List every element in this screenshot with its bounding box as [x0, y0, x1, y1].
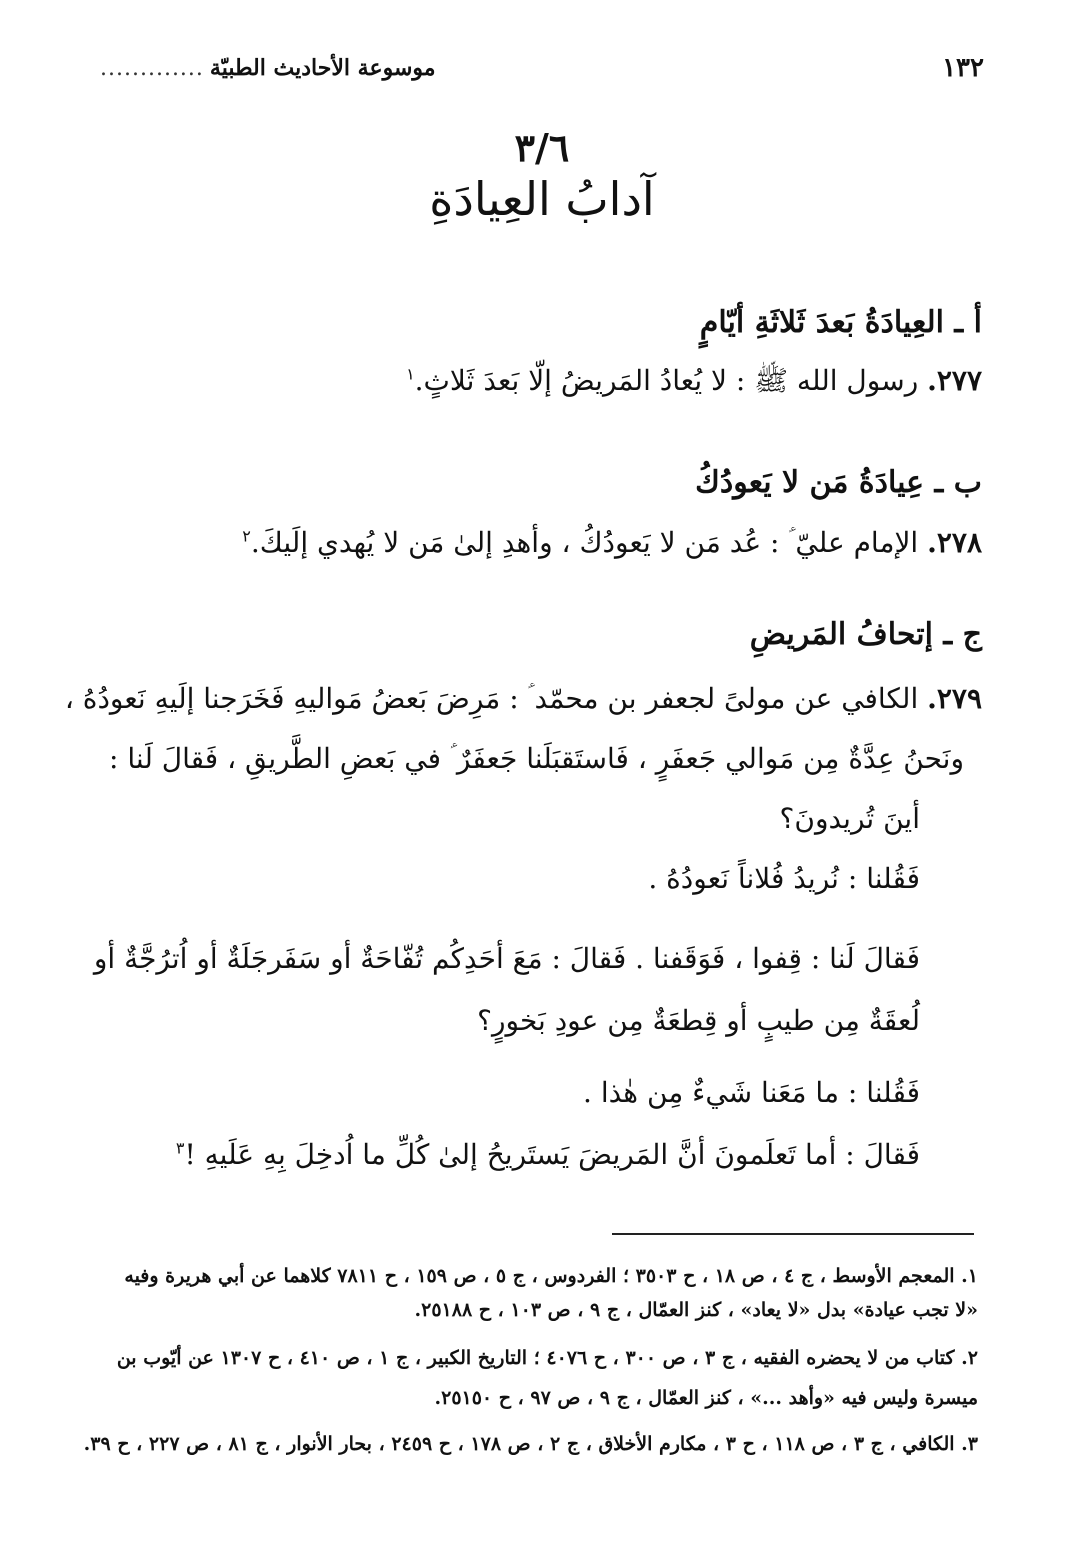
- hadith-279-line-1: [64, 678, 982, 720]
- hadith-text: رسول الله ﷺ : لا يُعادُ المَريضُ إلّا بَعدَ ثَلاثٍ.: [414, 364, 919, 397]
- footnote-3: ٣. الكافي ، ج ٣ ، ص ١١٨ ، ح ٣ ، مكارم الأخلاق ، ج ٢ ، ص ١٧٨ ، ح ٢٤٥٩ ، بحار الأنوار ، ج ٨١ ، ص ٢٢٧ ، ح ٣٩.: [83, 1433, 978, 1455]
- hadith-number: ٢٧٩.: [927, 682, 982, 715]
- hadith-279-line-6: لُعقَةٌ مِن طيبٍ أو قِطعَةٌ مِن عودِ بَخورٍ؟: [477, 1004, 920, 1037]
- hadith-279-line-4: فَقُلنا : نُريدُ فُلاناً نَعودُهُ .: [648, 862, 920, 895]
- hadith-text: فَقالَ : أما تَعلَمونَ أنَّ المَريضَ يَستَريحُ إلىٰ كُلِّ ما اُدخِلَ بِهِ عَلَيهِ !: [184, 1138, 920, 1171]
- section-c-heading: ج ـ إتحافُ المَريضِ: [749, 617, 982, 652]
- footnote-1-line-1: ١. المعجم الأوسط ، ج ٤ ، ص ١٨ ، ح ٣٥٠٣ ؛ الفردوس ، ج ٥ ، ص ١٥٩ ، ح ٧٨١١ كلاهما عن أبي هريرة وفيه: [124, 1265, 978, 1287]
- hadith-278: [95, 522, 982, 564]
- section-b-heading: ب ـ عِيادَةُ مَن لا يَعودُكُ: [695, 465, 982, 500]
- hadith-279-line-5: فَقالَ لَنا : قِفوا ، فَوَقَفنا . فَقالَ : مَعَ أحَدِكُم تُفّاحَةٌ أو سَفَرجَلَةٌ أو اُترُجَّةٌ أو: [93, 942, 920, 975]
- hadith-279-line-3: أينَ تُريدونَ؟: [779, 802, 920, 835]
- hadith-text: الإمام عليّ ؑ : عُد مَن لا يَعودُكُ ، وأهدِ إلىٰ مَن لا يُهدي إلَيكَ.: [250, 526, 919, 559]
- footnote-2-line-2: ميسرة وليس فيه «وأهد ...» ، كنز العمّال ، ج ٩ ، ص ٩٧ ، ح ٢٥١٥٠.: [434, 1387, 978, 1409]
- hadith-number: ٢٧٧.: [927, 364, 982, 397]
- hadith-279-line-7: فَقُلنا : ما مَعَنا شَيءٌ مِن هٰذا .: [583, 1076, 920, 1109]
- hadith-279-line-8: [95, 1134, 982, 1176]
- footnote-separator: [612, 1233, 974, 1235]
- hadith-text: الكافي عن مولىً لجعفر بن محمّد ؑ : مَرِضَ بَعضُ مَواليهِ فَخَرَجنا إلَيهِ نَعودُهُ ،: [64, 682, 919, 715]
- footnote-marker: ٢: [242, 526, 251, 546]
- chapter-number: ٣/٦: [514, 125, 570, 170]
- hadith-279-line-2: ونَحنُ عِدَّةٌ مِن مَوالي جَعفَرٍ ، فَاستَقبَلَنا جَعفَرٌ ؑ في بَعضِ الطَّريقِ ، فَقالَ لَنا :: [109, 742, 964, 775]
- footnote-marker: ٣: [175, 1138, 185, 1158]
- hadith-number: ٢٧٨.: [927, 526, 982, 559]
- chapter-title: آدابُ العِيادَةِ: [429, 172, 655, 226]
- footnote-1-line-2: «لا تجب عيادة» بدل «لا يعاد» ، كنز العمّال ، ج ٩ ، ص ١٠٣ ، ح ٢٥١٨٨.: [414, 1299, 978, 1321]
- running-head: [100, 48, 984, 88]
- book-title: موسوعة الأحاديث الطبيّة: [209, 55, 436, 81]
- section-a-heading: أ ـ العِيادَةُ بَعدَ ثَلاثَةِ أيّامٍ: [699, 305, 982, 340]
- footnote-2-line-1: ٢. كتاب من لا يحضره الفقيه ، ج ٣ ، ص ٣٠٠ ، ح ٤٠٧٦ ؛ التاريخ الكبير ، ج ١ ، ص ٤١٠ ، ح ١٣٠٧ عن أيّوب بن: [116, 1347, 978, 1369]
- book-title-group: [100, 55, 436, 81]
- title-leader: .............: [100, 55, 204, 81]
- footnote-marker: ١: [406, 364, 415, 384]
- hadith-277: [95, 360, 982, 402]
- page-number: ١٣٢: [942, 53, 984, 83]
